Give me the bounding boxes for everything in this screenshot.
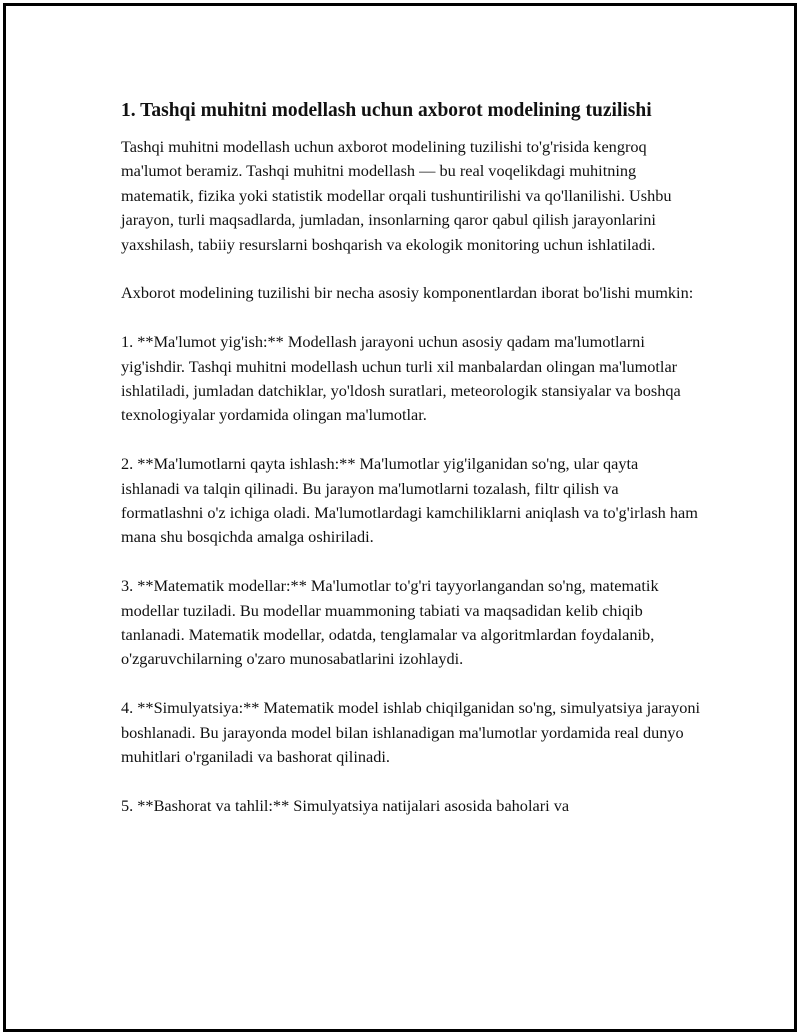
structure-intro-paragraph: Axborot modelining tuzilishi bir necha asosiy komponentlardan iborat bo'lishi mumkin: [121,283,694,303]
list-item-data-collection: 1. **Ma'lumot yig'ish:** Modellash jarayoni uchun asosiy qadam ma'lumotlarni yig'ishdir. Tashqi muhitni modellash uchun turli xil manbalardan olingan ma'lumotlar ishlatiladi, jumladan datchiklar, yo'ldosh suratlari, meteorologik stansiyalar va boshqa texnologiyalar yordamida olingan ma'lumotlar. [121,332,681,425]
page-frame [3,3,797,1032]
list-item-data-processing: 2. **Ma'lumotlarni qayta ishlash:** Ma'lumotlar yig'ilganidan so'ng, ular qayta ishlanadi va talqin qilinadi. Bu jarayon ma'lumotlarni tozalash, filtr qilish va formatlashni o'z ichiga oladi. Ma'lumotlardagi kamchiliklarni aniqlash va to'g'irlash ham mana shu bosqichda amalga oshiriladi. [121,454,698,547]
list-item-simulation: 4. **Simulyatsiya:** Matematik model ishlab chiqilganidan so'ng, simulyatsiya jarayoni boshlanadi. Bu jarayonda model bilan ishlanadigan ma'lumotlar yordamida real dunyo muhitlari o'rganiladi va bashorat qilinadi. [121,698,701,767]
document-body [121,98,701,843]
list-item-math-models: 3. **Matematik modellar:** Ma'lumotlar to'g'ri tayyorlangandan so'ng, matematik modellar tuziladi. Bu modellar muammoning tabiati va maqsadidan kelib chiqib tanlanadi. Matematik modellar, odatda, tenglamalar va algoritmlardan foydalanib, o'zgaruvchilarning o'zaro munosabatlarini izohlaydi. [121,576,659,669]
intro-paragraph: Tashqi muhitni modellash uchun axborot modelining tuzilishi to'g'risida kengroq ma'lumot beramiz. Tashqi muhitni modellash — bu real voqelikdagi muhitning matematik, fizika yoki statistik modellar orqali tushuntirilishi va qo'llanilishi. Ushbu jarayon, turli maqsadlarda, jumladan, insonlarning qaror qabul qilish jarayonlarini yaxshilash, tabiiy resurslarni boshqarish va ekologik monitoring uchun ishlatiladi. [121,137,672,254]
list-item-forecast-analysis: 5. **Bashorat va tahlil:** Simulyatsiya natijalari asosida baholari va [121,795,570,815]
document-heading: 1. Tashqi muhitni modellash uchun axborot modelining tuzilishi [121,100,652,121]
